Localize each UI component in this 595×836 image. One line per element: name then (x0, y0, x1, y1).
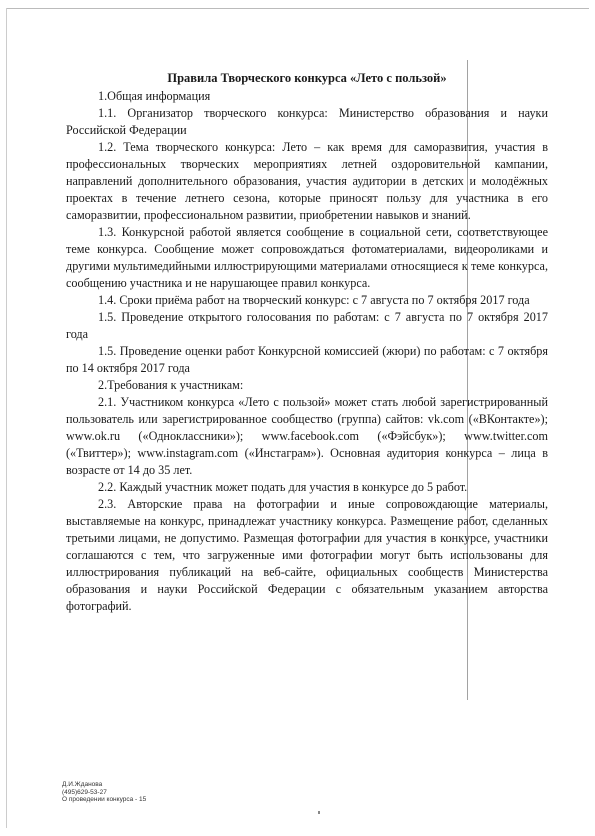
paragraph-1-3: 1.3. Конкурсной работой является сообщение в социальной сети, соответствующее теме конкурса. Сообщение может сопровождаться фотоматериалами, видеороликами и другими мультимедийными иллюстрирующими материалами относящиеся к теме конкурса, сообщению участника и не нарушающее правил конкурса. (66, 225, 548, 290)
document-body (66, 70, 548, 615)
paragraph-1-4: 1.4. Сроки приёма работ на творческий конкурс: с 7 августа по 7 октября 2017 года (98, 293, 530, 307)
scan-edge-left (6, 8, 7, 828)
footer-filename: О проведении конкурса - 15 (62, 796, 147, 804)
footer-phone: (495)629-53-27 (62, 788, 107, 796)
section-heading-general: 1.Общая информация (98, 89, 211, 103)
paragraph-2-3: 2.3. Авторские права на фотографии и иные сопровождающие материалы, выставляемые на конкурс, принадлежат участнику конкурса. Размещение работ, сделанных третьими лицами, не допустимо. Размещая фотографии для участия в конкурсе, участники соглашаются с тем, что загруженные ими фотографии могут быть использованы для иллюстрирования публикаций на веб-сайте, официальных сообществ Министерства образования и науки Российской Федерации с обязательным указанием авторства фотографий. (66, 497, 548, 613)
paragraph-2-2: 2.2. Каждый участник может подать для участия в конкурсе до 5 работ. (98, 480, 468, 494)
paragraph-1-5-voting: 1.5. Проведение открытого голосования по работам: с 7 августа по 7 октября 2017 года (66, 310, 548, 341)
section-heading-requirements: 2.Требования к участникам: (98, 378, 244, 392)
paragraph-1-2: 1.2. Тема творческого конкурса: Лето – как время для саморазвития, участия в профессиональных творческих мероприятиях летней оздоровительной кампании, направлений дополнительного образования, участия аудитории в детских и молодёжных проектах в течение летнего сезона, которые приносят пользу для участника в его саморазвитии, профессиональном развитии, приобретении навыков и знаний. (66, 140, 548, 222)
paragraph-1-1: 1.1. Организатор творческого конкурса: Министерство образования и науки Российской Федерации (66, 106, 548, 137)
paragraph-2-1: 2.1. Участником конкурса «Лето с пользой» может стать любой зарегистрированный пользователь или зарегистрированное сообщество (группа) сайтов: vk.com («ВКонтакте»); www.ok.ru («Одноклассники»); www.facebook.com («Фэйсбук»); www.twitter.com («Твиттер»); www.instagram.com («Инстаграм»). Основная аудитория конкурса – лица в возрасте от 14 до 35 лет. (66, 395, 548, 477)
scan-edge-top (6, 8, 589, 9)
footer-author: Д.И.Жданова (62, 781, 103, 788)
document-footer (62, 781, 146, 804)
scan-dot (318, 811, 320, 814)
paragraph-1-5-jury: 1.5. Проведение оценки работ Конкурсной комиссией (жюри) по работам: с 7 октября по 14 октября 2017 года (66, 344, 548, 375)
document-title: Правила Творческого конкурса «Лето с пользой» (167, 71, 447, 85)
